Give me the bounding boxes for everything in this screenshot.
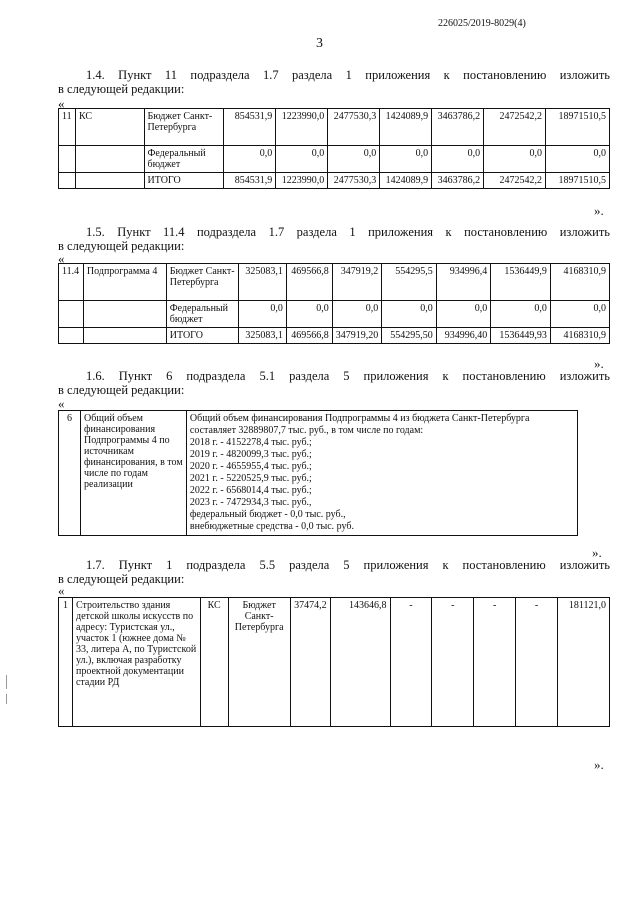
paragraph-text: в следующей редакции: <box>58 383 185 397</box>
paragraph-text: в следующей редакции: <box>58 82 185 96</box>
table-row <box>59 146 610 173</box>
table-cell: 0,0 <box>550 301 609 328</box>
table-cell: 6 <box>59 411 81 536</box>
table-cell: 3463786,2 <box>432 109 484 146</box>
table-cell: 1223990,0 <box>276 109 328 146</box>
table-cell: Подпрограмма 4 <box>83 264 166 301</box>
table-cell: 2472542,2 <box>484 109 546 146</box>
financing-description <box>186 411 577 536</box>
financing-line: составляет 32889807,7 тыс. руб., в том числе по годам: <box>189 425 424 436</box>
financing-line: 2019 г. - 4820099,3 тыс. руб.; <box>189 449 312 460</box>
table-cell: 0,0 <box>224 146 276 173</box>
table-1-5 <box>58 263 610 344</box>
table-cell <box>59 173 76 189</box>
table-cell: 2477530,3 <box>328 109 380 146</box>
table-cell: - <box>432 598 474 727</box>
table-cell: 4168310,9 <box>550 264 609 301</box>
table-cell: 554295,5 <box>382 264 437 301</box>
paragraph-text: 1.4. Пункт 11 подраздела 1.7 раздела 1 приложения к постановлению изложить <box>86 68 610 82</box>
paragraph-1-4 <box>58 68 610 96</box>
financing-line: 2023 г. - 7472934,3 тыс. руб., <box>189 497 312 508</box>
table-cell: 0,0 <box>484 146 546 173</box>
table-cell: 0,0 <box>546 146 610 173</box>
paragraph-1-5 <box>58 225 610 253</box>
table-cell: ИТОГО <box>144 173 224 189</box>
table-row <box>59 328 610 344</box>
table-cell: 1 <box>59 598 73 727</box>
table-cell: 18971510,5 <box>546 109 610 146</box>
paragraph-1-6 <box>58 369 610 397</box>
financing-line: 2020 г. - 4655955,4 тыс. руб.; <box>189 461 312 472</box>
table-cell: Бюджет Санкт-Петербурга <box>228 598 290 727</box>
table-1-6 <box>58 410 578 536</box>
table-row <box>59 598 610 727</box>
table-row <box>59 109 610 146</box>
table-cell: 469566,8 <box>286 264 332 301</box>
table-cell: 0,0 <box>491 301 551 328</box>
page-number: 3 <box>316 36 323 51</box>
table-cell: КС <box>75 109 144 146</box>
table-cell: 347919,2 <box>332 264 382 301</box>
table-cell: 1223990,0 <box>276 173 328 189</box>
table-cell: 1536449,9 <box>491 264 551 301</box>
table-cell: 2472542,2 <box>484 173 546 189</box>
table-cell: 181121,0 <box>557 598 609 727</box>
financing-line: внебюджетные средства - 0,0 тыс. руб. <box>189 521 354 532</box>
table-cell: 934996,4 <box>436 264 491 301</box>
table-cell: 469566,8 <box>286 328 332 344</box>
table-cell: ИТОГО <box>166 328 238 344</box>
paragraph-text: 1.6. Пункт 6 подраздела 5.1 раздела 5 приложения к постановлению изложить <box>86 369 610 383</box>
table-cell: Федеральный бюджет <box>166 301 238 328</box>
table-cell: 0,0 <box>276 146 328 173</box>
table-cell: 347919,20 <box>332 328 382 344</box>
close-quote: ». <box>592 545 602 560</box>
table-cell <box>59 146 76 173</box>
open-quote: « <box>58 96 65 111</box>
table-cell: 3463786,2 <box>432 173 484 189</box>
table-row <box>59 264 610 301</box>
table-cell: 11.4 <box>59 264 84 301</box>
table-cell: Общий объем финансирования Подпрограммы 4 по источникам финансирования, в том числе по годам реализации <box>80 411 186 536</box>
table-cell: Федеральный бюджет <box>144 146 224 173</box>
table-cell <box>59 301 84 328</box>
table-cell: 11 <box>59 109 76 146</box>
table-cell: 1424089,9 <box>380 173 432 189</box>
table-cell: 1424089,9 <box>380 109 432 146</box>
paragraph-1-7 <box>58 558 610 586</box>
table-cell: 325083,1 <box>239 264 287 301</box>
table-cell <box>75 173 144 189</box>
table-cell: Бюджет Санкт-Петербурга <box>166 264 238 301</box>
table-1-7 <box>58 597 610 727</box>
table-cell: 0,0 <box>286 301 332 328</box>
table-cell: - <box>390 598 432 727</box>
table-cell: 143646,8 <box>330 598 390 727</box>
table-cell: 934996,40 <box>436 328 491 344</box>
table-row <box>59 173 610 189</box>
open-quote: « <box>58 251 65 266</box>
financing-line: 2018 г. - 4152278,4 тыс. руб.; <box>189 437 312 448</box>
paragraph-text: в следующей редакции: <box>58 239 185 253</box>
scan-mark <box>6 675 7 689</box>
financing-line: 2022 г. - 6568014,4 тыс. руб.; <box>189 485 312 496</box>
close-quote: ». <box>594 757 604 772</box>
table-cell: 0,0 <box>432 146 484 173</box>
paragraph-text: 1.5. Пункт 11.4 подраздела 1.7 раздела 1 приложения к постановлению изложить <box>86 225 610 239</box>
table-cell: 554295,50 <box>382 328 437 344</box>
paragraph-text: в следующей редакции: <box>58 572 185 586</box>
table-cell: 0,0 <box>436 301 491 328</box>
close-quote: ». <box>594 203 604 218</box>
table-cell: 0,0 <box>239 301 287 328</box>
table-cell <box>83 328 166 344</box>
open-quote: « <box>58 396 65 411</box>
document-number: 226025/2019-8029(4) <box>438 18 526 29</box>
table-cell: 1536449,93 <box>491 328 551 344</box>
table-cell <box>83 301 166 328</box>
table-row <box>59 301 610 328</box>
table-cell: - <box>516 598 558 727</box>
close-quote: ». <box>594 356 604 371</box>
table-cell: 0,0 <box>380 146 432 173</box>
table-cell: - <box>474 598 516 727</box>
table-1-4 <box>58 108 610 189</box>
table-cell: 0,0 <box>382 301 437 328</box>
table-cell <box>59 328 84 344</box>
table-cell: КС <box>200 598 228 727</box>
open-quote: « <box>58 583 65 598</box>
table-cell: 2477530,3 <box>328 173 380 189</box>
table-cell <box>75 146 144 173</box>
table-cell: 4168310,9 <box>550 328 609 344</box>
table-cell: 37474,2 <box>290 598 330 727</box>
table-cell: 18971510,5 <box>546 173 610 189</box>
table-cell: Бюджет Санкт-Петербурга <box>144 109 224 146</box>
table-cell: 854531,9 <box>224 109 276 146</box>
table-cell: 854531,9 <box>224 173 276 189</box>
table-cell: Строительство здания детской школы искусств по адресу: Туристская ул., участок 1 (южнее дома № 33, литера А, по Туристской ул.), включая разработку проектной документации стадии РД <box>72 598 200 727</box>
financing-line: Общий объем финансирования Подпрограммы 4 из бюджета Санкт-Петербурга <box>189 413 530 424</box>
financing-line: федеральный бюджет - 0,0 тыс. руб., <box>189 509 346 520</box>
table-cell: 0,0 <box>332 301 382 328</box>
table-cell: 0,0 <box>328 146 380 173</box>
table-cell: 325083,1 <box>239 328 287 344</box>
financing-line: 2021 г. - 5220525,9 тыс. руб.; <box>189 473 312 484</box>
table-row <box>59 411 578 536</box>
scan-mark <box>6 694 7 704</box>
paragraph-text: 1.7. Пункт 1 подраздела 5.5 раздела 5 приложения к постановлению изложить <box>86 558 610 572</box>
